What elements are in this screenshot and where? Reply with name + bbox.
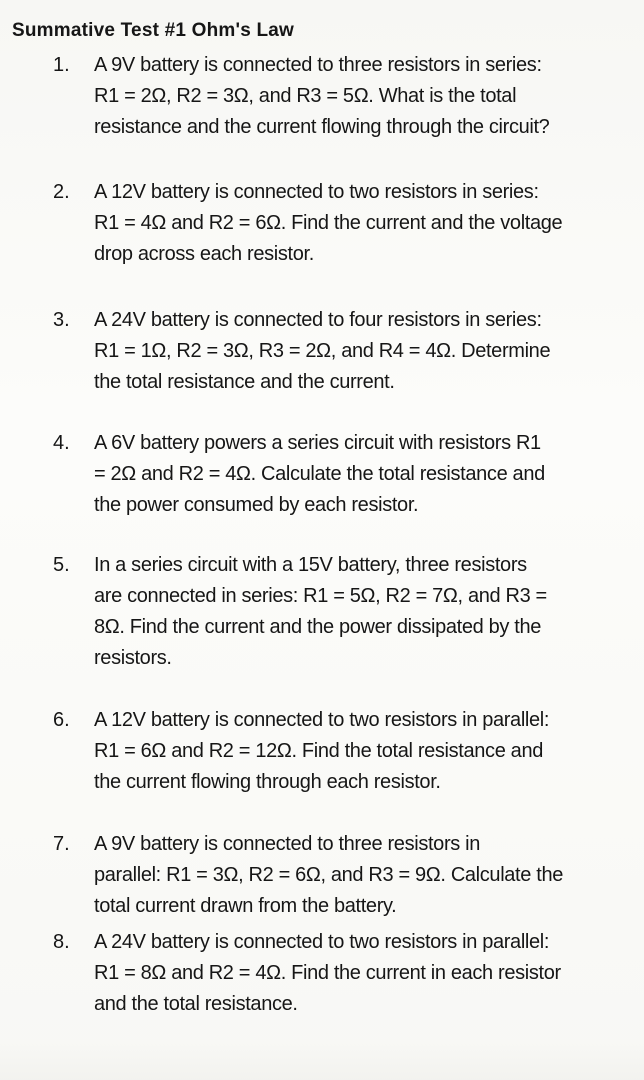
question-text [94,428,639,521]
question-number: 6. [53,709,70,731]
question-line: total current drawn from the battery. [94,895,397,917]
page-title: Summative Test #1 Ohm's Law [12,20,294,41]
question-number: 3. [53,309,70,331]
question-text [94,305,639,398]
question-number: 2. [53,181,70,203]
question-text [94,705,639,798]
question-line: the power consumed by each resistor. [94,494,419,516]
question-number: 5. [53,554,70,576]
question-line: A 24V battery is connected to two resistors in parallel: [94,931,550,953]
question-line: the current flowing through each resistor. [94,771,441,793]
question-number: 8. [53,931,70,953]
question-line: A 9V battery is connected to three resistors in [94,833,480,855]
question-text [94,550,639,674]
question-text [94,177,639,270]
question-line: = 2Ω and R2 = 4Ω. Calculate the total resistance and [94,463,545,485]
question-line: resistors. [94,647,172,669]
question-line: A 6V battery powers a series circuit with resistors R1 [94,432,541,454]
question-line: A 12V battery is connected to two resistors in series: [94,181,539,203]
question-number: 4. [53,432,70,454]
question-line: the total resistance and the current. [94,371,395,393]
question-text [94,927,639,1020]
question-line: and the total resistance. [94,993,298,1015]
question-line: A 24V battery is connected to four resistors in series: [94,309,542,331]
question-line: R1 = 6Ω and R2 = 12Ω. Find the total resistance and [94,740,543,762]
question-number: 7. [53,833,70,855]
paper-shadow [0,1040,644,1080]
question-line: R1 = 2Ω, R2 = 3Ω, and R3 = 5Ω. What is the total [94,85,517,107]
question-line: resistance and the current flowing through the circuit? [94,116,550,138]
question-line: 8Ω. Find the current and the power dissipated by the [94,616,542,638]
question-number: 1. [53,54,70,76]
question-line: are connected in series: R1 = 5Ω, R2 = 7Ω, and R3 = [94,585,547,607]
question-line: In a series circuit with a 15V battery, three resistors [94,554,527,576]
question-line: A 9V battery is connected to three resistors in series: [94,54,542,76]
question-line: R1 = 4Ω and R2 = 6Ω. Find the current and the voltage [94,212,563,234]
question-line: R1 = 1Ω, R2 = 3Ω, R3 = 2Ω, and R4 = 4Ω. Determine [94,340,551,362]
question-line: R1 = 8Ω and R2 = 4Ω. Find the current in each resistor [94,962,561,984]
question-text [94,829,639,922]
question-line: parallel: R1 = 3Ω, R2 = 6Ω, and R3 = 9Ω. Calculate the [94,864,564,886]
question-line: A 12V battery is connected to two resistors in parallel: [94,709,550,731]
question-line: drop across each resistor. [94,243,314,265]
question-text [94,50,639,143]
